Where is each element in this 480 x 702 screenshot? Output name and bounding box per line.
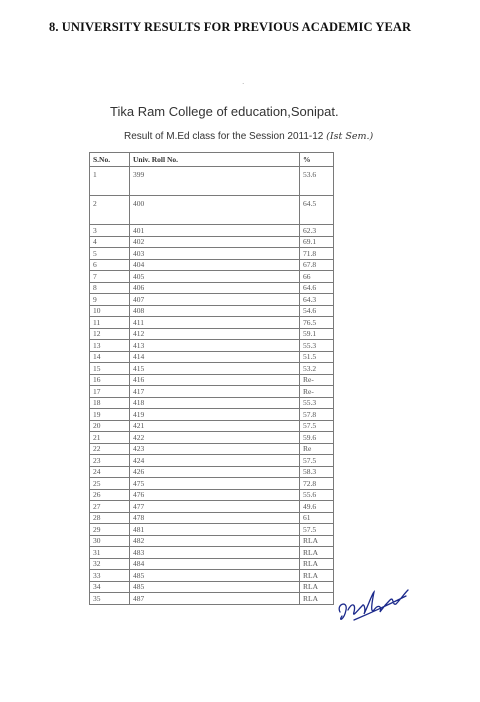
cell-sno: 28 (90, 512, 130, 524)
table-row (90, 570, 334, 582)
cell-roll-no: 405 (130, 271, 300, 283)
cell-roll-no: 419 (130, 409, 300, 421)
table-row (90, 374, 334, 386)
cell-roll-no: 413 (130, 340, 300, 352)
table-row (90, 328, 334, 340)
cell-sno: 23 (90, 455, 130, 467)
table-row (90, 340, 334, 352)
cell-percent: 59.6 (300, 432, 334, 444)
cell-sno: 24 (90, 466, 130, 478)
cell-sno: 8 (90, 282, 130, 294)
cell-sno: 17 (90, 386, 130, 398)
cell-sno: 25 (90, 478, 130, 490)
table-row (90, 455, 334, 467)
table-row (90, 535, 334, 547)
cell-percent: RLA (300, 547, 334, 559)
cell-sno: 20 (90, 420, 130, 432)
table-row (90, 489, 334, 501)
signature (334, 580, 414, 630)
cell-sno: 26 (90, 489, 130, 501)
cell-roll-no: 484 (130, 558, 300, 570)
cell-percent: Re- (300, 374, 334, 386)
cell-sno: 27 (90, 501, 130, 513)
cell-roll-no: 417 (130, 386, 300, 398)
table-row (90, 547, 334, 559)
cell-sno: 30 (90, 535, 130, 547)
cell-roll-no: 401 (130, 225, 300, 237)
cell-roll-no: 483 (130, 547, 300, 559)
cell-roll-no: 415 (130, 363, 300, 375)
cell-sno: 2 (90, 196, 130, 225)
cell-percent: 76.5 (300, 317, 334, 329)
results-table (89, 152, 334, 605)
cell-roll-no: 475 (130, 478, 300, 490)
cell-sno: 29 (90, 524, 130, 536)
table-row (90, 317, 334, 329)
cell-sno: 14 (90, 351, 130, 363)
cell-roll-no: 426 (130, 466, 300, 478)
cell-sno: 16 (90, 374, 130, 386)
cell-percent: 64.3 (300, 294, 334, 306)
cell-roll-no: 423 (130, 443, 300, 455)
cell-percent: 66 (300, 271, 334, 283)
cell-sno: 19 (90, 409, 130, 421)
cell-percent: RLA (300, 581, 334, 593)
cell-percent: 67.8 (300, 259, 334, 271)
table-row (90, 466, 334, 478)
cell-roll-no: 403 (130, 248, 300, 260)
cell-percent: 62.3 (300, 225, 334, 237)
table-row (90, 236, 334, 248)
table-row (90, 593, 334, 605)
section-heading: 8. UNIVERSITY RESULTS FOR PREVIOUS ACADEMIC YEAR (49, 20, 412, 34)
header-sno: S.No. (90, 153, 130, 167)
cell-roll-no: 406 (130, 282, 300, 294)
cell-percent: 57.5 (300, 524, 334, 536)
cell-sno: 35 (90, 593, 130, 605)
cell-percent: 61 (300, 512, 334, 524)
college-title: Tika Ram College of education,Sonipat. (110, 104, 339, 119)
cell-sno: 21 (90, 432, 130, 444)
cell-roll-no: 412 (130, 328, 300, 340)
cell-percent: Re- (300, 386, 334, 398)
table-row (90, 225, 334, 237)
cell-percent: 69.1 (300, 236, 334, 248)
result-subtitle-text: Result of M.Ed class for the Session 2011-12 (124, 131, 324, 142)
table-row (90, 351, 334, 363)
cell-sno: 7 (90, 271, 130, 283)
cell-percent: 72.8 (300, 478, 334, 490)
cell-percent: 71.8 (300, 248, 334, 260)
cell-sno: 13 (90, 340, 130, 352)
cell-roll-no: 485 (130, 570, 300, 582)
cell-roll-no: 418 (130, 397, 300, 409)
cell-percent: 54.6 (300, 305, 334, 317)
table-row (90, 501, 334, 513)
cell-sno: 11 (90, 317, 130, 329)
table-row (90, 259, 334, 271)
cell-roll-no: 411 (130, 317, 300, 329)
table-row (90, 581, 334, 593)
cell-sno: 9 (90, 294, 130, 306)
table-row (90, 420, 334, 432)
header-percent: % (300, 153, 334, 167)
cell-percent: 55.3 (300, 397, 334, 409)
cell-roll-no: 402 (130, 236, 300, 248)
cell-roll-no: 482 (130, 535, 300, 547)
cell-sno: 10 (90, 305, 130, 317)
cell-roll-no: 487 (130, 593, 300, 605)
cell-sno: 3 (90, 225, 130, 237)
cell-percent: 53.2 (300, 363, 334, 375)
cell-sno: 31 (90, 547, 130, 559)
cell-roll-no: 407 (130, 294, 300, 306)
cell-sno: 4 (90, 236, 130, 248)
cell-roll-no: 478 (130, 512, 300, 524)
cell-sno: 33 (90, 570, 130, 582)
table-row (90, 305, 334, 317)
cell-percent: RLA (300, 558, 334, 570)
cell-sno: 12 (90, 328, 130, 340)
table-row (90, 196, 334, 225)
table-row (90, 282, 334, 294)
session-note: (Ist Sem.) (326, 131, 374, 142)
cell-roll-no: 477 (130, 501, 300, 513)
result-subtitle (124, 131, 373, 142)
cell-sno: 18 (90, 397, 130, 409)
cell-percent: 64.6 (300, 282, 334, 294)
table-row (90, 397, 334, 409)
cell-percent: 57.5 (300, 420, 334, 432)
cell-percent: 51.5 (300, 351, 334, 363)
table-row (90, 386, 334, 398)
table-row (90, 294, 334, 306)
table-row (90, 432, 334, 444)
cell-roll-no: 400 (130, 196, 300, 225)
cell-roll-no: 414 (130, 351, 300, 363)
cell-percent: Re (300, 443, 334, 455)
cell-roll-no: 485 (130, 581, 300, 593)
cell-percent: 55.3 (300, 340, 334, 352)
cell-roll-no: 421 (130, 420, 300, 432)
cell-roll-no: 408 (130, 305, 300, 317)
table-row (90, 443, 334, 455)
cell-roll-no: 481 (130, 524, 300, 536)
cell-roll-no: 404 (130, 259, 300, 271)
cell-percent: 55.6 (300, 489, 334, 501)
table-row (90, 409, 334, 421)
cell-percent: RLA (300, 570, 334, 582)
cell-roll-no: 399 (130, 167, 300, 196)
cell-percent: 64.5 (300, 196, 334, 225)
cell-percent: 49.6 (300, 501, 334, 513)
results-body (90, 167, 334, 605)
cell-percent: 59.1 (300, 328, 334, 340)
table-row (90, 478, 334, 490)
cell-sno: 15 (90, 363, 130, 375)
cell-percent: 57.8 (300, 409, 334, 421)
cell-sno: 5 (90, 248, 130, 260)
table-row (90, 167, 334, 196)
cell-percent: 57.5 (300, 455, 334, 467)
scan-mark: · (242, 80, 245, 88)
cell-roll-no: 422 (130, 432, 300, 444)
table-row (90, 248, 334, 260)
table-row (90, 271, 334, 283)
cell-percent: 53.6 (300, 167, 334, 196)
table-row (90, 363, 334, 375)
cell-percent: RLA (300, 535, 334, 547)
table-row (90, 524, 334, 536)
cell-roll-no: 416 (130, 374, 300, 386)
cell-roll-no: 424 (130, 455, 300, 467)
cell-roll-no: 476 (130, 489, 300, 501)
table-row (90, 558, 334, 570)
cell-sno: 34 (90, 581, 130, 593)
table-header-row (90, 153, 334, 167)
cell-sno: 6 (90, 259, 130, 271)
header-roll-no: Univ. Roll No. (130, 153, 300, 167)
cell-percent: RLA (300, 593, 334, 605)
table-row (90, 512, 334, 524)
cell-sno: 32 (90, 558, 130, 570)
cell-sno: 1 (90, 167, 130, 196)
cell-percent: 58.3 (300, 466, 334, 478)
cell-sno: 22 (90, 443, 130, 455)
